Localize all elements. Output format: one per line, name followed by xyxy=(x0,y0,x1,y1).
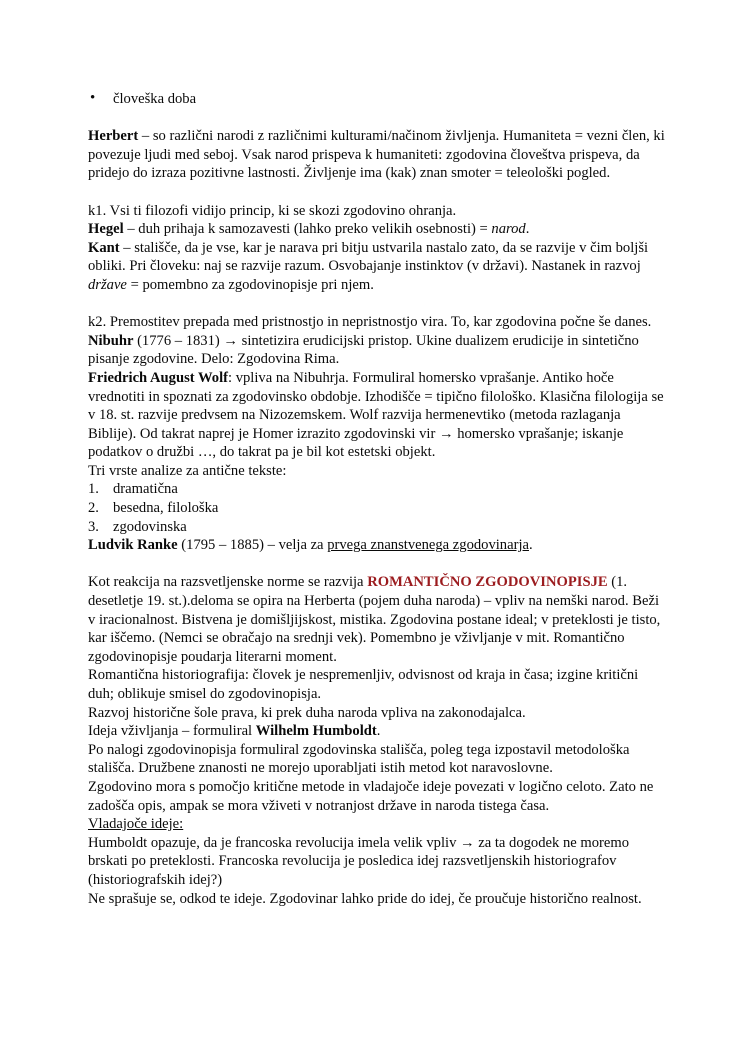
bullet-icon: • xyxy=(90,90,96,106)
paragraph xyxy=(88,369,666,462)
paragraph xyxy=(88,573,666,666)
paragraph xyxy=(88,666,666,703)
text-run: Po nalogi zgodovinopisja formuliral zgodovinska stališča, poleg tega izpostavil metodološka stališča. Družbene znanosti ne morejo uporabljati istih metod kot naravoslovne. xyxy=(88,741,630,777)
text-run: Tri vrste analize za antične tekste: xyxy=(88,462,287,479)
text-run: Ludvik Ranke xyxy=(88,537,178,554)
text-run: države xyxy=(88,276,127,293)
document-body xyxy=(88,90,666,908)
text-run: k1. Vsi ti filozofi vidijo princip, ki se skozi zgodovino ohranja. xyxy=(88,202,457,219)
text-run: človeška doba xyxy=(113,91,197,107)
text-run: Nibuhr xyxy=(88,332,134,349)
numbered-item xyxy=(88,499,666,518)
text-run: zgodovinska xyxy=(113,518,187,535)
blank-line xyxy=(88,295,666,314)
blank-line xyxy=(88,555,666,574)
text-run: = pomembno za zgodovinopisje pri njem. xyxy=(126,276,374,293)
text-run: Friedrich August Wolf xyxy=(88,369,229,386)
paragraph xyxy=(88,722,666,741)
text-run: . xyxy=(525,221,530,238)
blank-line xyxy=(88,109,666,128)
text-run: k2. Premostitev prepada med pristnostjo in nepristnostjo vira. To, kar zgodovina počne še danes. xyxy=(88,314,652,331)
text-run: Kant xyxy=(88,239,120,256)
text-run: besedna, filološka xyxy=(113,500,219,517)
paragraph xyxy=(88,704,666,723)
text-run: Ideja vživljanja – formuliral xyxy=(88,723,256,740)
text-run: Ne sprašuje se, odkod te ideje. Zgodovinar lahko pride do idej, če proučuje historično realnost. xyxy=(88,890,642,907)
text-run: (1. desetletje 19. st.).deloma se opira na Herberta (pojem duha naroda) – vpliv na nemški narod. Beži v iracionalnost. Bistvena je domišljijskost, mistika. Zgodovina postane ideal; v preteklosti je tisto, kar iščemo. (Nemci se obračajo na srednji vek). Pomembno je vživljanje v mit. Romantično zgodovinopisje poudarja literarni moment. xyxy=(88,574,661,665)
text-run: – stališče, da je vse, kar je narava pri bitju ustvarila nastalo zato, da se razvije v čim boljši obliki. Pri človeku: naj se razvije razum. Osvobajanje instinktov (v državi). Nastanek in razvoj xyxy=(88,239,649,275)
text-run: Wilhelm Humboldt xyxy=(255,723,377,740)
text-run: Hegel xyxy=(88,221,124,238)
text-run: (1776 – 1831) → sintetizira erudicijski pristop. Ukine dualizem erudicije in sintetično pisanje zgodovine. Delo: Zgodovina Rima. xyxy=(88,332,639,368)
text-run: dramatična xyxy=(113,481,178,498)
paragraph xyxy=(88,332,666,369)
text-run: ROMANTIČNO ZGODOVINOPISJE xyxy=(367,574,608,591)
list-number: 3. xyxy=(88,518,99,535)
text-run: prvega znanstvenega zgodovinarja xyxy=(327,537,529,554)
paragraph xyxy=(88,202,666,221)
text-run: : vpliva na Nibuhrja. Formuliral homersko vprašanje. Antiko hoče vrednotiti in spoznati za zgodovinsko obdobje. Izhodišče = tipično filološko. Klasična filologija se v 18. st. razvije predvsem na Nizozemskem. Wolf razvija hermenevtiko (metoda razlaganja Biblije). Od takrat naprej je Homer izrazito zgodovinski vir → homersko vprašanje; iskanje podatkov o družbi …, do takrat pa je bil kot estetski objekt. xyxy=(88,369,664,461)
text-run: Zgodovino mora s pomočjo kritične metode in vladajoče ideje povezati v logično celoto. Zato ne zadošča opis, ampak se mora vživeti v notranjost države in naroda tistega časa. xyxy=(88,778,654,814)
text-run: Humboldt opazuje, da je francoska revolucija imela velik vpliv → za ta dogodek ne moremo brskati po preteklosti. Francoska revolucija je posledica idej razsvetljenskih historiografov (historiografskih idej?) xyxy=(88,834,630,888)
text-run: . xyxy=(376,723,381,740)
text-run: (1795 – 1885) – velja za xyxy=(177,537,328,554)
numbered-item xyxy=(88,518,666,537)
paragraph xyxy=(88,741,666,778)
blank-line xyxy=(88,183,666,202)
paragraph xyxy=(88,536,666,555)
text-run: Kot reakcija na razsvetljenske norme se razvija xyxy=(88,574,368,591)
list-number: 2. xyxy=(88,500,99,517)
bullet-item xyxy=(88,90,666,109)
paragraph xyxy=(88,127,666,183)
text-run: Razvoj historične šole prava, ki prek duha naroda vpliva na zakonodajalca. xyxy=(88,704,526,721)
paragraph xyxy=(88,239,666,295)
paragraph xyxy=(88,890,666,909)
text-run: – so različni narodi z različnimi kulturami/načinom življenja. Humaniteta = vezni člen, ki povezuje ljudi med seboj. Vsak narod prispeva k humaniteti: zgodovina človeštva prispeva, da pridejo do izraza pozitivne lastnosti. Življenje ima (kak) znan smoter = teleološki pogled. xyxy=(88,128,665,182)
paragraph xyxy=(88,834,666,890)
text-run: – duh prihaja k samozavesti (lahko preko velikih osebnosti) = xyxy=(123,221,492,238)
text-run: Herbert xyxy=(88,128,139,145)
paragraph xyxy=(88,220,666,239)
list-number: 1. xyxy=(88,481,99,498)
numbered-item xyxy=(88,480,666,499)
text-run: . xyxy=(528,537,533,554)
paragraph xyxy=(88,313,666,332)
paragraph xyxy=(88,778,666,815)
text-run: Romantična historiografija: človek je nespremenljiv, odvisnost od kraja in časa; izgine kritični duh; oblikuje smisel do zgodovinopisja. xyxy=(88,667,639,702)
paragraph xyxy=(88,462,666,481)
paragraph xyxy=(88,815,666,834)
text-run: narod xyxy=(491,221,526,238)
text-run: Vladajoče ideje: xyxy=(88,816,184,833)
